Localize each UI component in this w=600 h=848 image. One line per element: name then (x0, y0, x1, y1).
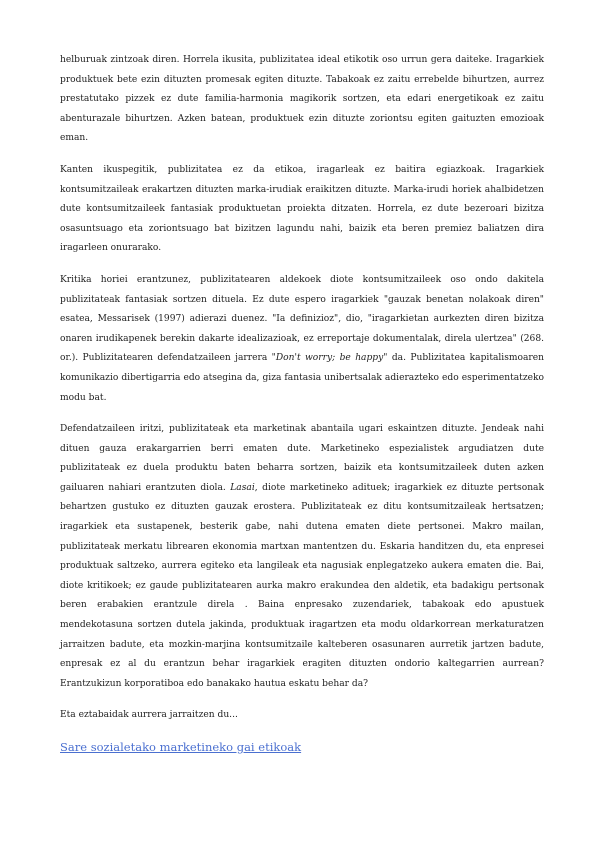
paragraph-text: , diote marketineko adituek; iragarkiek ez dituzte pertsonak behartzen gustuko ez dituzten gauzak erostera. Publizitateak ez ditu kontsumitzaileak hertsatzen; iragarkiek eta sustapenek, besterik gabe, nahi dutena ematen diete pertsonei. Makro mailan, publizitateak merkatu librearen ekonomia martxan mantentzen du. Eskaria handitzen du, eta enpresei produktuak saltzeko, aurrera egiteko eta langileak eta nagusiak enplegatzeko aukera ematen die. Bai, diote kritikoek; ez gaude publizitatearen aurka makro erakundea den aldetik, eta badakigu pertsonak beren erabakien erantzule direla . Baina enpresako zuzendariek, tabakoak edo apustuek mendekotasuna sortzen dutela jakinda, produktuak iragartzen eta modu oldarkorrean merkaturatzen jarraitzen badute, eta mozkin-marjina kontsumitzaile kalteberen osasunaren aurretik jartzen badute, enpresak ez al du erantzun behar iragarkiek eragiten dituzten ondorio kaltegarrien aurrean? Erantzukizun korporatiboa edo banakako hautua eskatu behar da? (60, 482, 544, 689)
paragraph-5 (60, 706, 544, 726)
paragraph-text: Kanten ikuspegitik, publizitatea ez da etikoa, iragarleak ez baitira egiazkoak. Iragarkiek kontsumitzaileak erakartzen dituzten marka-irudiak eraikitzen dituzte. Marka-irudi horiek ahalbidetzen dute kontsumitzaileek fantasiak produktuetan proiekta ditzaten. Horrela, ez dute bezeroari bizitza osasuntsuago eta zoriontsuago bat bizitzen lagundu nahi, baizik eta beren premiez baliatzen dira iragarleen onurarako. (60, 164, 544, 254)
paragraph-text: Eta eztabaidak aurrera jarraitzen du... (60, 710, 238, 721)
document-page (60, 51, 544, 755)
document-body (60, 51, 544, 726)
paragraph-text: Defendatzaileen iritzi, publizitateak eta marketinak abantaila ugari eskaintzen dituzte. Jendeak nahi dituen gauza erakargarrien berri ematen dute. Marketineko espezialistek argudiatzen dute publizitateak ez duela produktu baten beharra sortzen, baizik eta kontsumitzaileek duten azken gailuaren nahiari erantzuten diola. (60, 424, 544, 493)
paragraph-text: " da. Publizitatea kapitalismoaren komunikazio dibertigarria edo atsegina da, giza fantasia unibertsalak adierazteko edo esperimentatzeko modu bat. (60, 353, 544, 403)
paragraph-text: Kritika horiei erantzunez, publizitatearen aldekoek diote kontsumitzaileek oso ondo dakitela publizitateak fantasiak sortzen dituela. Ez dute espero iragarkiek "gauzak benetan nolakoak diren" esatea, Messarisek (1997) adierazi duenez. "Ia definizioz", dio, "iragarkietan aurkezten diren bizitza onaren irudikapenek berekin dakarte idealizazioak, ez erreportaje dokumentalak, direla ulertzea" (268. or.). Publizitatearen defendatzaileen jarrera " (60, 274, 544, 364)
paragraph-2 (60, 161, 544, 259)
paragraph-3 (60, 271, 544, 408)
related-article-link[interactable]: Sare sozialetako marketineko gai etikoak (60, 740, 302, 754)
emphasis-text: Lasai (230, 482, 255, 493)
emphasis-text: Don't worry; be happy (275, 353, 384, 364)
paragraph-text: helburuak zintzoak diren. Horrela ikusita, publizitatea ideal etikotik oso urrun gera daiteke. Iragarkiek produktuek bete ezin dituzten promesak egiten dituzte. Tabakoak ez zaitu errebelde bihurtzen, aurrez prestatutako pizzek ez dute familia-harmonia magikorik sortzen, eta edari energetikoak ez zaitu abenturazale bihurtzen. Azken batean, produktuek ezin dituzte zoriontsu egiten gaituzten emozioak eman. (60, 55, 544, 144)
paragraph-1 (60, 51, 544, 149)
paragraph-4 (60, 420, 544, 694)
